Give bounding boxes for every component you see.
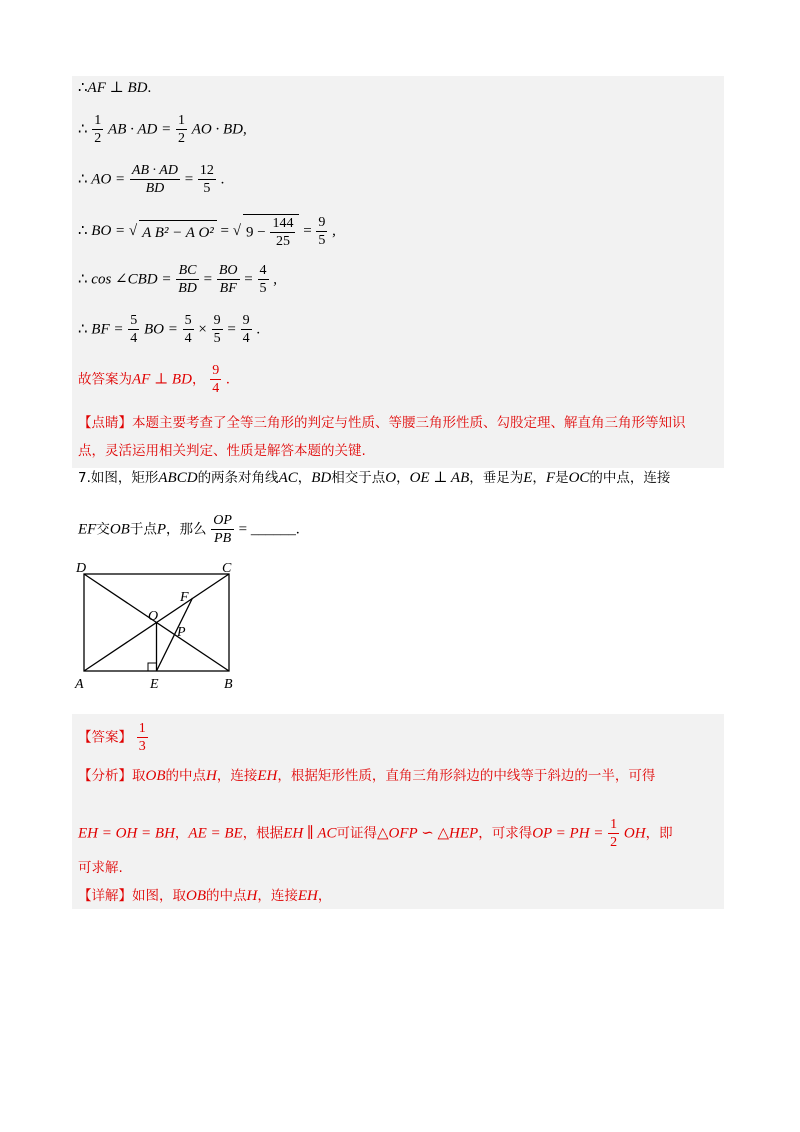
label-f: F: [180, 590, 189, 605]
geometry-figure: [70, 558, 250, 698]
fraction: $\frac{12}{5}$: [199, 163, 214, 196]
fraction: $\frac{144}{25}$: [272, 216, 294, 249]
final-answer-line: 故答案为AF ⊥ BD， $\frac{9}{4}$ .: [78, 363, 230, 396]
segment-ef: [157, 598, 193, 671]
solution-line-1: ∴AF ⊥ BD.: [78, 80, 152, 96]
solution-line-2: ∴ $\frac{1}{2}$ AB · AD = $\frac{1}{2}$ AO · BD,: [78, 113, 247, 146]
fraction: $\frac{5}{4}$: [130, 313, 138, 346]
analysis-line-1: 【分析】取OB的中点H，连接EH，根据矩形性质，直角三角形斜边的中线等于斜边的一半，可得: [78, 768, 656, 784]
fraction: $\frac{OP}{PB}$: [213, 513, 232, 546]
fraction: $\frac{BC}{BD}$: [178, 263, 197, 296]
fraction: $\frac{1}{2}$: [94, 113, 102, 146]
fraction: $\frac{9}{5}$: [318, 214, 326, 248]
sqrt-content: A B² − A O²: [139, 220, 217, 243]
fraction: $\frac{1}{2}$: [610, 817, 618, 850]
label-c: C: [222, 561, 232, 576]
sqrt-content: 9 − $\frac{144}{25}$: [243, 214, 299, 249]
fraction: $\frac{4}{5}$: [259, 263, 267, 296]
fraction: $\frac{5}{4}$: [184, 313, 192, 346]
label-o: O: [148, 609, 159, 624]
label-p: P: [177, 625, 186, 640]
sqrt-sign: √: [232, 222, 241, 239]
label-e: E: [150, 677, 159, 692]
fraction: $\frac{9}{4}$: [212, 363, 220, 396]
right-angle-mark: [148, 663, 157, 671]
analysis-line-2: EH = OH = BH，AE = BE，根据EH ∥ AC可证得△OFP ∽ △HEP，可求得OP = PH = $\frac{1}{2}$ OH，即: [78, 817, 673, 850]
answer-box: [72, 714, 724, 909]
question-line-1: 7.如图，矩形ABCD的两条对角线AC，BD相交于点O，OE ⊥ AB，垂足为E，F是OC的中点，连接: [78, 470, 671, 486]
solution-line-5: ∴ cos ∠CBD = $\frac{BC}{BD}$ = $\frac{BO}{BF}$ = $\frac{4}{5}$ ,: [78, 263, 278, 296]
analysis-line-3: 可求解.: [78, 860, 123, 876]
question-line-2: EF交OB于点P，那么 $\frac{OP}{PB}$ = ______.: [78, 513, 300, 546]
comment-line-2: 点，灵活运用相关判定、性质是解答本题的关键.: [78, 443, 366, 459]
sqrt-sign: √: [128, 222, 138, 239]
fraction: $\frac{9}{5}$: [213, 313, 221, 346]
label-d: D: [76, 561, 87, 576]
solution-line-6: ∴ BF = $\frac{5}{4}$ BO = $\frac{5}{4}$ × $\frac{9}{5}$ = $\frac{9}{4}$ .: [78, 313, 261, 346]
answer-line: 【答案】 $\frac{1}{3}$: [78, 721, 146, 754]
fraction: $\frac{BO}{BF}$: [218, 263, 238, 296]
comment-line-1: 【点睛】本题主要考查了全等三角形的判定与性质、等腰三角形性质、勾股定理、解直角三角形等知识: [78, 415, 686, 431]
fraction: $\frac{9}{4}$: [242, 313, 250, 346]
fraction: $\frac{1}{2}$: [177, 113, 185, 146]
label-a: A: [75, 677, 84, 692]
fraction: $\frac{1}{3}$: [138, 721, 146, 754]
fraction: $\frac{AB \cdot AD}{BD}$: [131, 163, 178, 196]
solution-line-3: ∴ AO = $\frac{AB \cdot AD}{BD}$ = $\frac{12}{5}$ .: [78, 163, 225, 196]
detail-line: 【详解】如图，取OB的中点H，连接EH，: [78, 888, 332, 904]
label-b: B: [224, 677, 233, 692]
solution-line-4: ∴ BO = √ A B² − A O² = √ 9 − $\frac{144}{25}$ = $\frac{9}{5}$ ,: [78, 214, 336, 249]
